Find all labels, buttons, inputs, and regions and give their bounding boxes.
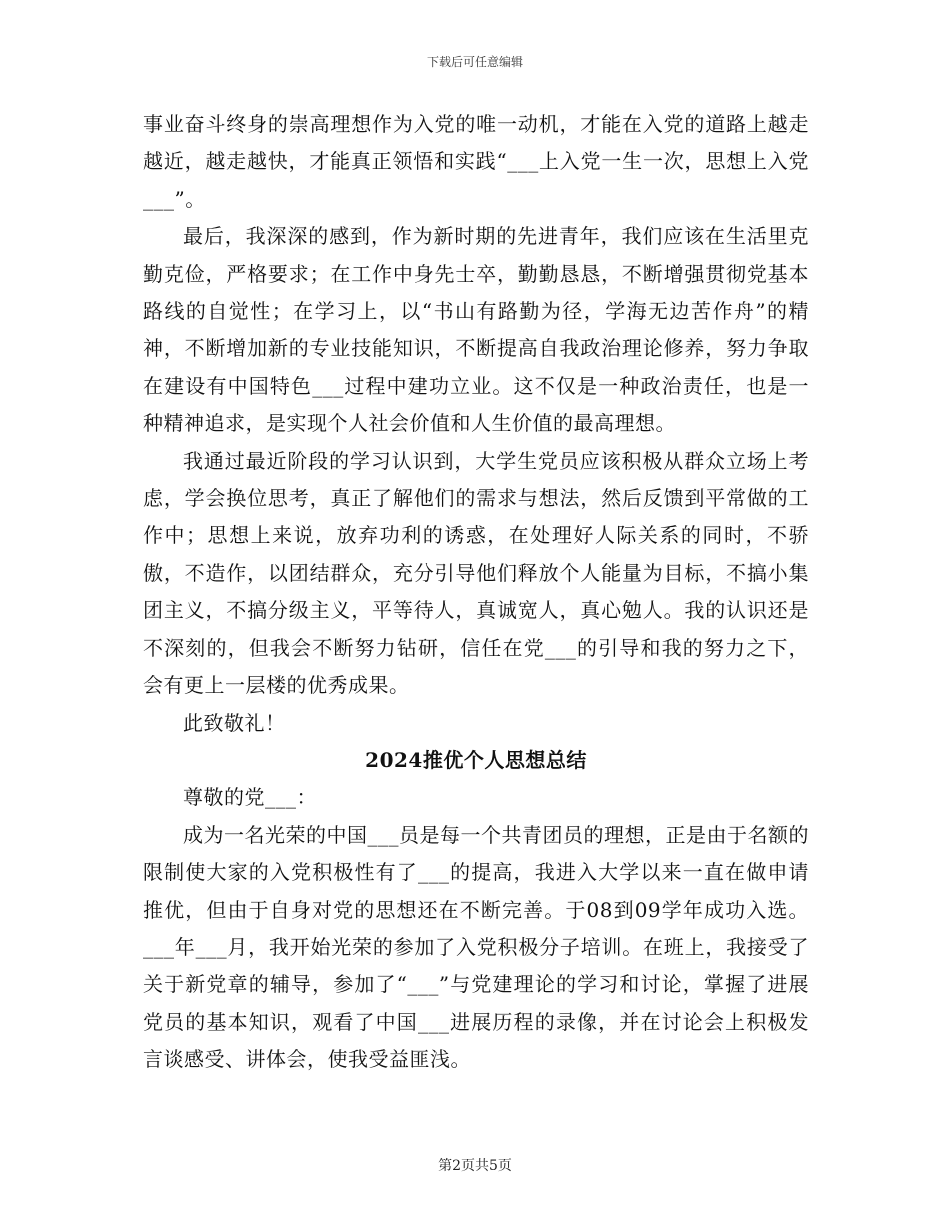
page-header-note: 下载后可任意编辑 <box>426 55 523 69</box>
page-number: 第2页共5页 <box>438 1158 512 1174</box>
paragraph-continued: 事业奋斗终身的崇高理想作为入党的唯一动机，才能在入党的道路上越走越近，越走越快，才能真正领悟和实践“___上入党一生一次，思想上入党___”。 <box>143 112 809 211</box>
paragraph-closing: 此致敬礼！ <box>183 710 286 735</box>
salutation: 尊敬的党___： <box>183 785 317 810</box>
document-body <box>143 106 809 1079</box>
paragraph-reflection: 我通过最近阶段的学习认识到，大学生党员应该积极从群众立场上考虑，学会换位思考，真正了解他们的需求与想法，然后反馈到平常做的工作中；思想上来说，放弃功利的诱惑，在处理好人际关系的同时，不骄傲，不造作，以团结群众，充分引导他们释放个人能量为目标，不搞小集团主义，不搞分级主义，平等待人，真诚宽人，真心勉人。我的认识还是不深刻的，但我会不断努力钻研，信任在党___的引导和我的努力之下，会有更上一层楼的优秀成果。 <box>143 448 809 698</box>
paragraph-section-body: 成为一名光荣的中国___员是每一个共青团员的理想，正是由于名额的限制使大家的入党积极性有了___的提高，我进入大学以来一直在做申请推优，但由于自身对党的思想还在不断完善。于08到09学年成功入选。___年___月，我开始光荣的参加了入党积极分子培训。在班上，我接受了关于新党章的辅导，参加了“___”与党建理论的学习和讨论，掌握了进展党员的基本知识，观看了中国___进展历程的录像，并在讨论会上积极发言谈感受、讲体会，使我受益匪浅。 <box>143 822 809 1072</box>
section-title: 2024推优个人思想总结 <box>365 747 587 772</box>
paragraph-conclusion: 最后，我深深的感到，作为新时期的先进青年，我们应该在生活里克勤克俭，严格要求；在工作中身先士卒，勤勤恳恳，不断增强贯彻党基本路线的自觉性；在学习上，以“书山有路勤为径，学海无边苦作舟”的精神，不断增加新的专业技能知识，不断提高自我政治理论修养，努力争取在建设有中国特色___过程中建功立业。这不仅是一种政治责任，也是一种精神追求，是实现个人社会价值和人生价值的最高理想。 <box>143 224 809 436</box>
